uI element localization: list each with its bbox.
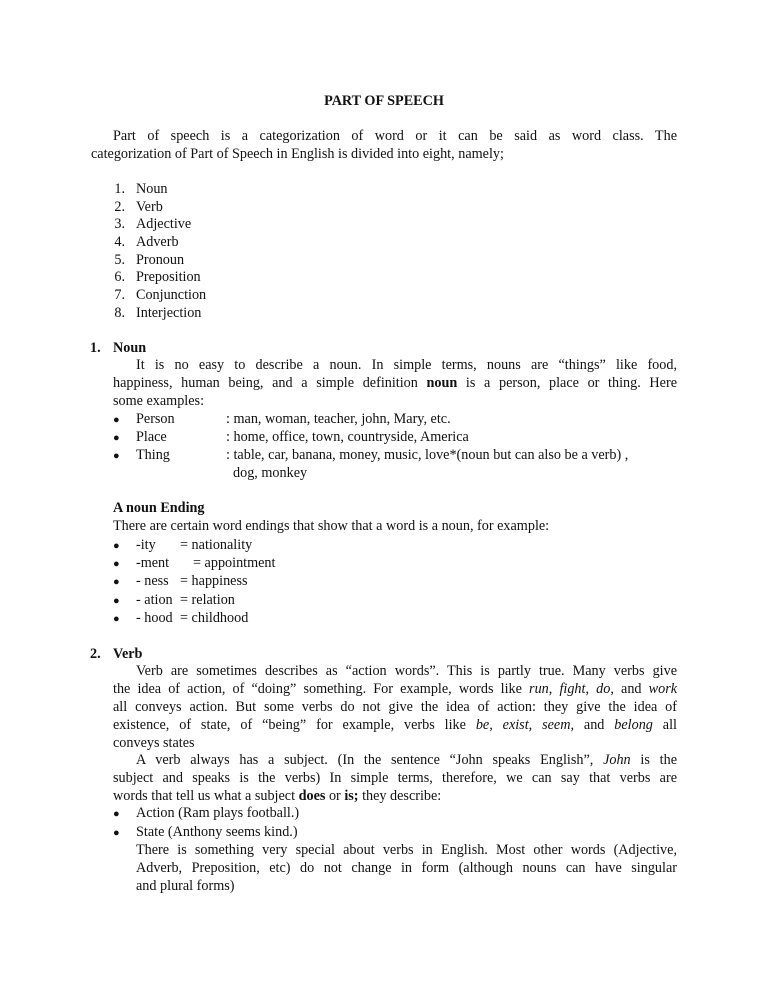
list-item-number: 8. [114,305,125,321]
list-item-label: Pronoun [136,252,185,268]
ending-suffix: - ation [136,592,173,608]
example-term: Thing [136,447,170,463]
intro-line-2: categorization of Part of Speech in English is divided into eight, namely; [91,146,504,162]
list-item: State (Anthony seems kind.) [136,824,298,840]
verb-paragraph-line: subject and speaks is the verbs) In simple terms, therefore, we can say that verbs are [113,770,677,786]
list-item-number: 7. [114,287,125,303]
ending-value: = nationality [180,537,253,553]
section-heading-verb: Verb [113,646,143,662]
list-item-label: Adverb [136,234,179,250]
list-item-label: Noun [136,181,168,197]
list-item-label: Adjective [136,216,192,232]
verb-paragraph-line: existence, of state, of “being” for example, verbs like be, exist, seem, and belong all [113,717,677,733]
list-item-label: Conjunction [136,287,207,303]
noun-ending-intro: There are certain word endings that show that a word is a noun, for example: [113,518,550,534]
noun-paragraph-line: It is no easy to describe a noun. In simple terms, nouns are “things” like food, [136,357,677,373]
list-item-number: 3. [114,216,125,232]
bullet-icon: ● [113,450,120,462]
bullet-icon: ● [113,595,120,607]
bullet-icon: ● [113,576,120,588]
list-item-number: 6. [114,269,125,285]
ending-suffix: -ity [136,537,156,553]
example-value: : home, office, town, countryside, America [226,429,469,445]
list-item: Action (Ram plays football.) [136,805,300,821]
verb-paragraph-line: words that tell us what a subject does or is; they describe: [113,788,442,804]
noun-paragraph-line: some examples: [113,393,205,409]
ending-value: = appointment [193,555,276,571]
list-item-number: 1. [114,181,125,197]
list-item-number: 4. [114,234,125,250]
verb-paragraph-line: the idea of action, of “doing” something. For example, words like run, fight, do, and work [113,681,678,697]
example-value: : man, woman, teacher, john, Mary, etc. [226,411,451,427]
ending-suffix: - hood [136,610,173,626]
example-value: : table, car, banana, money, music, love*(noun but can also be a verb) , [226,447,629,463]
subheading-noun-ending: A noun Ending [113,500,205,516]
ending-value: = relation [180,592,235,608]
bullet-icon: ● [113,414,120,426]
verb-paragraph-line: Adverb, Preposition, etc) do not change in form (although nouns can have singular [136,860,677,876]
bullet-icon: ● [113,540,120,552]
keyword-noun: noun [426,375,458,391]
list-item-label: Interjection [136,305,202,321]
verb-paragraph-line: conveys states [113,735,195,751]
example-term: Place [136,429,167,445]
list-item-label: Verb [136,199,163,215]
ending-suffix: -ment [136,555,170,571]
verb-paragraph-line: A verb always has a subject. (In the sentence “John speaks English”, John is the [136,752,677,768]
list-item-number: 5. [114,252,125,268]
list-item-label: Preposition [136,269,201,285]
bullet-icon: ● [113,432,120,444]
verb-paragraph-line: all conveys action. But some verbs do not give the idea of action: they give the idea of [113,699,677,715]
list-item-number: 2. [114,199,125,215]
bullet-icon: ● [113,613,120,625]
ending-value: = happiness [180,573,248,589]
bullet-icon: ● [113,558,120,570]
example-value-continued: dog, monkey [233,465,308,481]
noun-paragraph-line: happiness, human being, and a simple definition noun is a person, place or thing. Here [113,375,677,391]
ending-suffix: - ness [136,573,169,589]
intro-line-1: Part of speech is a categorization of word or it can be said as word class. The [113,128,677,144]
verb-paragraph-line: Verb are sometimes describes as “action words”. This is partly true. Many verbs give [136,663,677,679]
section-number: 1. [90,340,101,356]
bullet-icon: ● [113,808,120,820]
verb-paragraph-line: There is something very special about verbs in English. Most other words (Adjective, [136,842,677,858]
verb-paragraph-line: and plural forms) [136,878,235,894]
example-term: Person [136,411,175,427]
section-number: 2. [90,646,101,662]
bullet-icon: ● [113,827,120,839]
ending-value: = childhood [180,610,249,626]
page-title: PART OF SPEECH [324,93,444,109]
section-heading-noun: Noun [113,340,147,356]
